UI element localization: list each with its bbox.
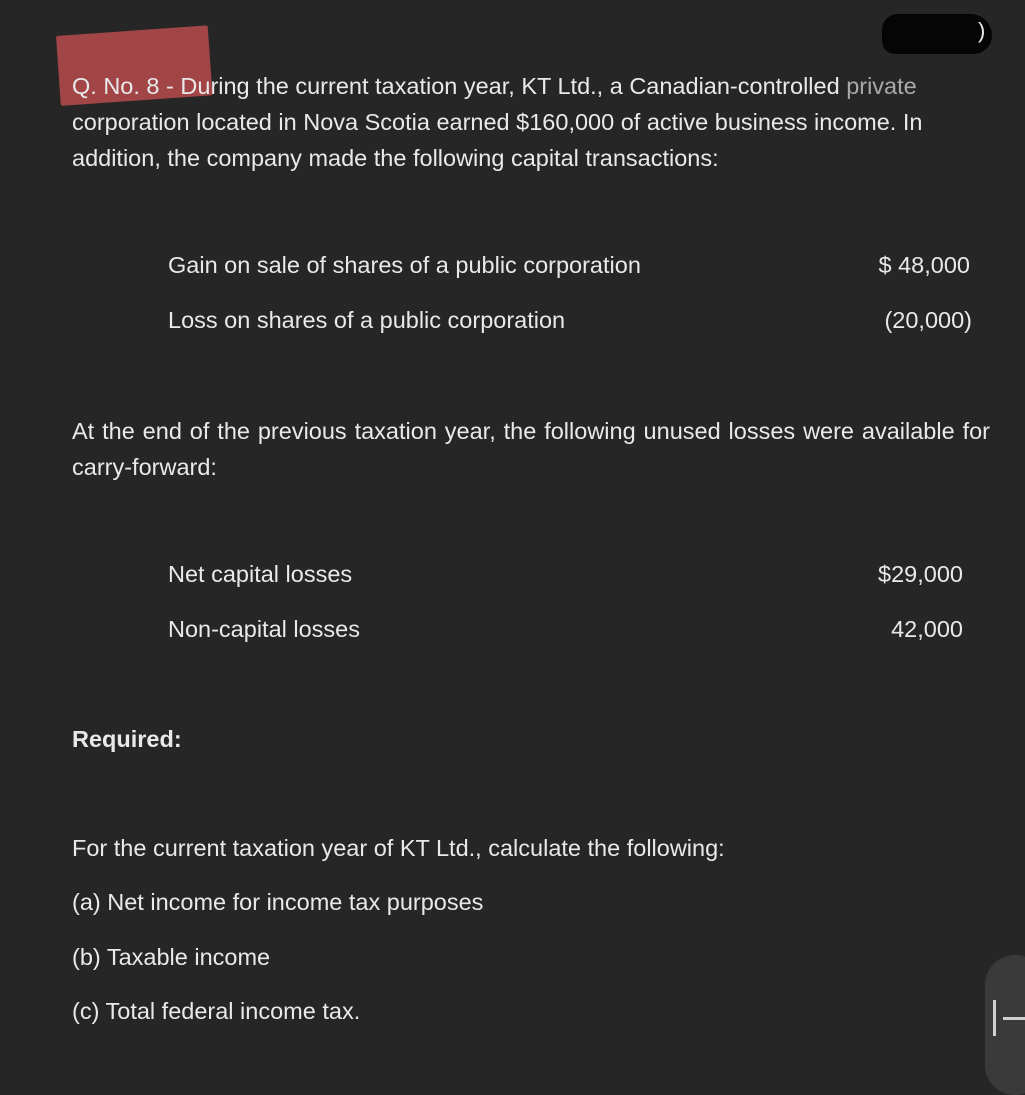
transaction-label-loss: Loss on shares of a public corporation <box>168 307 566 333</box>
loss-label-non-capital: Non-capital losses <box>168 616 361 642</box>
required-heading: Required: <box>72 726 182 752</box>
required-item-a: (a) Net income for income tax purposes <box>72 889 484 915</box>
scroll-grip-icon <box>993 1000 996 1036</box>
required-instruction: For the current taxation year of KT Ltd., calculate the following: <box>72 835 725 861</box>
loss-amount-net-capital: $29,000 <box>878 561 963 587</box>
required-item-c: (c) Total federal income tax. <box>72 998 361 1024</box>
redaction-bracket-icon: ) <box>978 18 986 43</box>
question-intro <box>72 68 990 176</box>
redaction-mark <box>882 14 992 54</box>
carry-forward-intro: At the end of the previous taxation year, the following unused losses were available for carry-forward: <box>72 418 990 480</box>
intro-text: uring the current taxation year, KT Ltd., a Canadian-controlled <box>197 73 847 99</box>
intro-text-rest: corporation located in Nova Scotia earned $160,000 of active business income. In addition, the company made the following capital transactions: <box>72 109 923 171</box>
transaction-label-gain: Gain on sale of shares of a public corporation <box>168 252 641 278</box>
required-item-b: (b) Taxable income <box>72 944 271 970</box>
transaction-amount-loss: (20,000) <box>884 307 972 333</box>
scroll-handle[interactable] <box>985 955 1025 1095</box>
intro-text-faded: private <box>846 73 917 99</box>
question-number: Q. No. 8 - D <box>72 73 198 99</box>
loss-label-net-capital: Net capital losses <box>168 561 353 587</box>
transaction-amount-gain: $ 48,000 <box>878 252 970 278</box>
loss-amount-non-capital: 42,000 <box>891 616 963 642</box>
scroll-grip-line-icon <box>1003 1017 1025 1020</box>
